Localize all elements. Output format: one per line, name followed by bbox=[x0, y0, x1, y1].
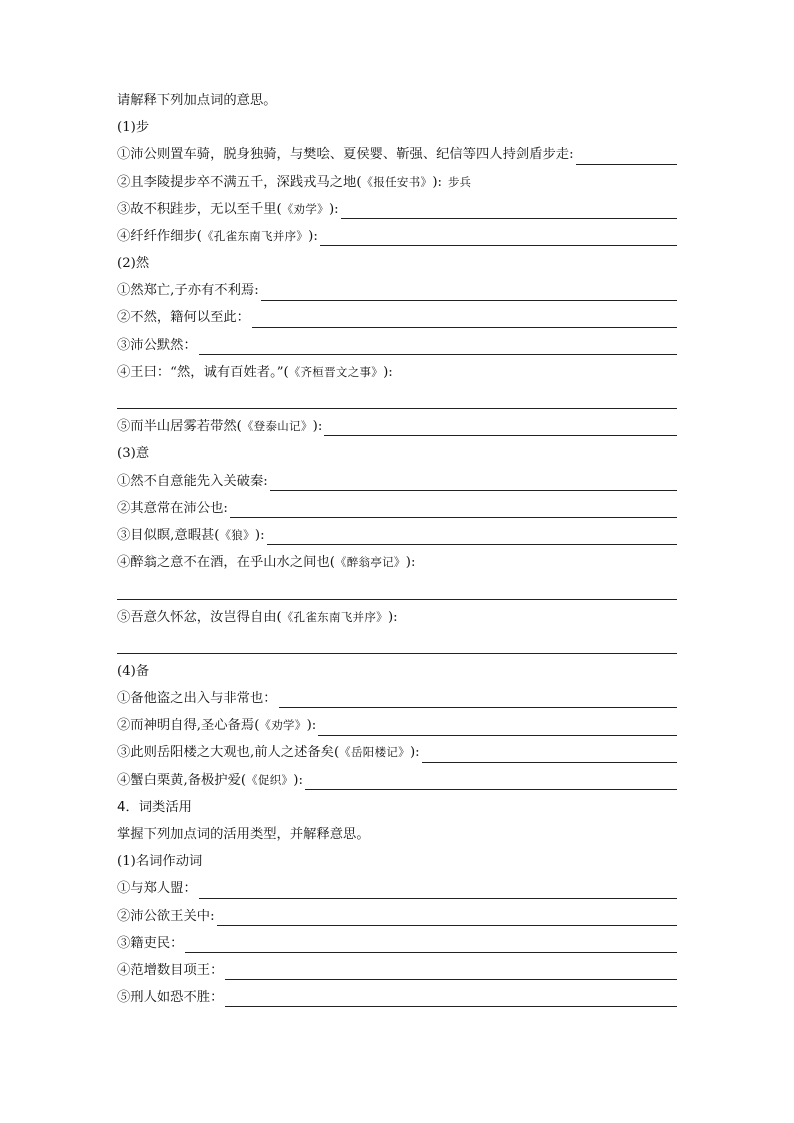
answer-blank[interactable] bbox=[270, 473, 677, 491]
question-line: ②其意常在沛公也: bbox=[117, 496, 677, 523]
question-line: ④王曰：“然，诚有百姓者。”( 《齐桓晋文之事》 ): bbox=[117, 360, 677, 387]
source-title: 《齐桓晋文之事》 bbox=[288, 364, 384, 379]
source-title: 《醉翁亭记》 bbox=[334, 555, 406, 570]
answer-blank[interactable] bbox=[225, 962, 677, 980]
question-line: ②不然，籍何以至此： bbox=[117, 306, 677, 333]
answer-blank[interactable] bbox=[117, 390, 677, 409]
section-title: (4)备 bbox=[117, 663, 150, 679]
answer-blank[interactable] bbox=[318, 718, 677, 736]
question-line: ③故不积跬步，无以至千里( 《劝学》 ): bbox=[117, 197, 677, 224]
question-line: ③目似瞑,意暇甚( 《狼》 ): bbox=[117, 523, 677, 550]
intro-line bbox=[117, 88, 677, 115]
answer-blank[interactable] bbox=[199, 337, 677, 355]
worksheet-page bbox=[117, 88, 677, 1012]
answer-blank[interactable] bbox=[117, 581, 677, 600]
answer-blank[interactable] bbox=[199, 881, 677, 899]
source-title: 《狼》 bbox=[219, 527, 255, 542]
question-line: ④蟹白栗黄,备极护爱( 《促织》 ): bbox=[117, 768, 677, 795]
answer-blank[interactable] bbox=[320, 228, 677, 246]
section-title: (3)意 bbox=[117, 446, 150, 462]
answer-blank[interactable] bbox=[267, 527, 677, 545]
source-title: 《劝学》 bbox=[259, 718, 307, 733]
question-line: ③籍吏民： bbox=[117, 931, 677, 958]
question-line: ②且李陵提步卒不满五千，深践戎马之地( 《报任安书》 ): 步兵 bbox=[117, 170, 677, 197]
part-heading: 4．词类活用 bbox=[117, 799, 192, 815]
question-line: ①然不自意能先入关破秦: bbox=[117, 469, 677, 496]
question-line: ④范增数目项王： bbox=[117, 958, 677, 985]
source-title: 《孔雀东南飞并序》 bbox=[281, 609, 388, 624]
section-title: (1)步 bbox=[117, 120, 150, 136]
answer-blank[interactable] bbox=[252, 310, 677, 328]
section-title: (2)然 bbox=[117, 256, 150, 272]
answer-blank[interactable] bbox=[261, 283, 677, 301]
answer-blank[interactable] bbox=[324, 418, 677, 436]
answer-blank[interactable] bbox=[230, 500, 677, 518]
answer-blank[interactable] bbox=[279, 690, 677, 708]
answer-blank[interactable] bbox=[117, 635, 677, 654]
question-line: ②而神明自得,圣心备焉( 《劝学》 ): bbox=[117, 713, 677, 740]
answer-blank[interactable] bbox=[185, 935, 677, 953]
question-line: ①沛公则置车骑，脱身独骑，与樊哙、夏侯婴、靳强、纪信等四人持剑盾步走: bbox=[117, 142, 677, 169]
answer-blank[interactable] bbox=[225, 989, 677, 1007]
question-line: ⑤刑人如恐不胜： bbox=[117, 985, 677, 1012]
question-line: ③沛公默然： bbox=[117, 333, 677, 360]
question-line: ①与郑人盟： bbox=[117, 876, 677, 903]
question-line: ⑤吾意久怀忿，汝岂得自由( 《孔雀东南飞并序》 ): bbox=[117, 605, 677, 632]
question-line: ⑤而半山居雾若带然( 《登泰山记》 ): bbox=[117, 414, 677, 441]
part-instruction: 掌握下列加点词的活用类型，并解释意思。 bbox=[117, 827, 370, 843]
question-line: ①然郑亡,子亦有不利焉: bbox=[117, 278, 677, 305]
answer-blank[interactable] bbox=[341, 201, 677, 219]
source-title: 《登泰山记》 bbox=[241, 419, 313, 434]
source-title: 《促织》 bbox=[246, 772, 294, 787]
source-title: 《劝学》 bbox=[281, 201, 329, 216]
answer-line-full bbox=[117, 632, 677, 659]
answer-blank[interactable] bbox=[217, 908, 677, 926]
source-title: 《岳阳楼记》 bbox=[339, 745, 410, 760]
intro-text: 请解释下列加点词的意思。 bbox=[117, 92, 277, 108]
answer-blank[interactable] bbox=[305, 772, 677, 790]
source-title: 《报任安书》 bbox=[361, 174, 433, 189]
filled-answer: 步兵 bbox=[448, 174, 472, 189]
answer-blank[interactable] bbox=[422, 745, 677, 763]
question-line: ③此则岳阳楼之大观也,前人之述备矣( 《岳阳楼记》 ): bbox=[117, 741, 677, 768]
answer-blank[interactable] bbox=[576, 147, 677, 165]
question-line: ②沛公欲王关中: bbox=[117, 904, 677, 931]
question-line: ④纤纤作细步( 《孔雀东南飞并序》 ): bbox=[117, 224, 677, 251]
part-subtitle: (1)名词作动词 bbox=[117, 854, 203, 870]
answer-line-full bbox=[117, 577, 677, 604]
question-line: ④醉翁之意不在酒，在乎山水之间也( 《醉翁亭记》 ): bbox=[117, 550, 677, 577]
answer-line-full bbox=[117, 387, 677, 414]
question-line: ①备他盗之出入与非常也： bbox=[117, 686, 677, 713]
source-title: 《孔雀东南飞并序》 bbox=[201, 228, 309, 243]
